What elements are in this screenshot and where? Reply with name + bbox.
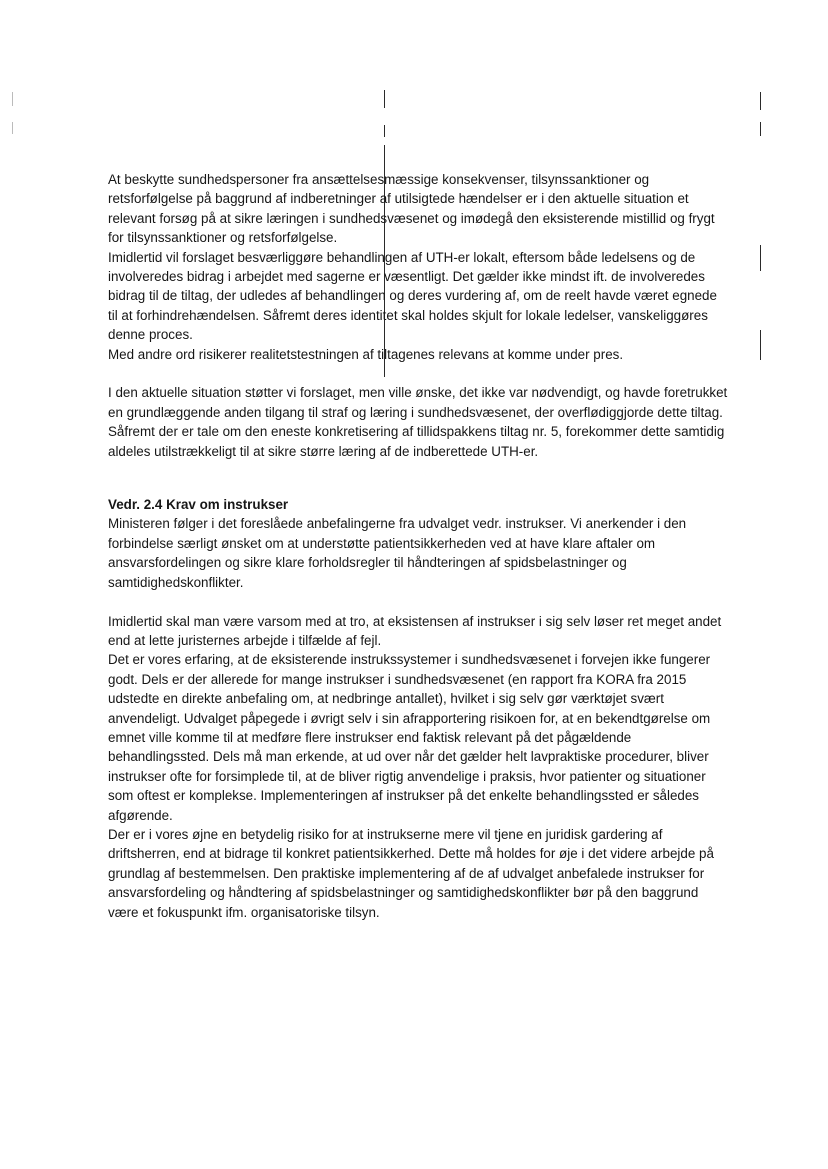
scan-line-right (760, 330, 761, 360)
paragraph: I den aktuelle situation støtter vi forslaget, men ville ønske, det ikke var nødvendigt, og havde foretrukket en grundlæggende anden tilgang til straf og læring i sundhedsvæsenet, der overflødiggjorde dette tiltag. Såfremt der er tale om den eneste konkretisering af tillidspakkens tiltag nr. 5, forekommer dette samtidig aldeles utilstrækkeligt til at sikre større læring af de indberettede UTH-er. (108, 385, 728, 459)
scan-line-right (760, 122, 761, 136)
scan-line-right (760, 245, 761, 271)
scan-line-center (384, 125, 385, 137)
paragraph: Der er i vores øjne en betydelig risiko for at instrukserne mere vil tjene en juridisk gardering af driftsherren, end at bidrage til konkret patientsikkerhed. Dette må holdes for øje i det videre arbejde på grundlag af bestemmelsen. Den praktiske implementering af de af udvalget anbefalede instrukser for ansvarsfordeling og håndtering af spidsbelastninger og samtidighedskonflikter bør på den baggrund være et fokuspunkt ifm. organisatoriske tilsyn. (108, 826, 714, 920)
paragraph: Med andre ord risikerer realitetstestningen af tiltagenes relevans at komme under pres. (108, 346, 624, 362)
paragraph: Imidlertid skal man være varsom med at tro, at eksistensen af instrukser i sig selv løser ret meget andet end at lette juristernes arbejde i tilfælde af fejl. (108, 613, 722, 648)
document-body (108, 170, 728, 922)
scan-line-center (384, 90, 385, 108)
paragraph: At beskytte sundhedspersoner fra ansættelsesmæssige konsekvenser, tilsynssanktioner og retsforfølgelse på baggrund af indberetninger af utilsigtede hændelser er i den aktuelle situation et relevant forsøg på at sikre læringen i sundhedsvæsenet og imødegå den eksisterende mistillid og frygt for tilsynssanktioner og retsforfølgelse. (108, 172, 715, 246)
scan-line-left (12, 122, 13, 134)
paragraph: Det er vores erfaring, at de eksisterende instrukssystemer i sundhedsvæsenet i forvejen ikke fungerer godt. Dels er der allerede for mange instrukser i sundhedsvæsenet (en rapport fra KORA fra 2015 udstedte en direkte anbefaling om, at nedbringe antallet), hvilket i sig selv gør værktøjet svært anvendeligt. Udvalget påpegede i øvrigt selv i sin afrapportering risikoen for, at en bekendtgørelse om emnet ville komme til at medføre flere instrukser end faktisk relevant på det pågældende behandlingssted. Dels må man erkende, at ud over når det gælder helt lavpraktiske procedurer, bliver instrukser ofte for forsimplede til, at de bliver rigtig anvendelige i praksis, hvor patienter og situationer som oftest er komplekse. Implementeringen af instrukser på det enkelte behandlingssted er således afgørende. (108, 652, 711, 823)
scan-line-left (12, 92, 13, 106)
paragraph: Ministeren følger i det foreslåede anbefalingerne fra udvalget vedr. instrukser. Vi anerkender i den forbindelse særligt ønsket om at understøtte patientsikkerheden ved at have klare aftaler om ansvarsfordelingen og sikre klare forholdsregler til håndteringen af spidsbelastninger og samtidighedskonflikter. (108, 516, 687, 590)
scan-line-right (760, 92, 761, 110)
section-heading: Vedr. 2.4 Krav om instrukser (108, 497, 289, 513)
paragraph: Imidlertid vil forslaget besværliggøre behandlingen af UTH-er lokalt, eftersom både ledelsens og de involveredes bidrag i arbejdet med sagerne er væsentligt. Det gælder ikke mindst ift. de involveredes bidrag til de tiltag, der udledes af behandlingen og deres vurdering af, om de reelt havde været egnede til at forhindrehændelsen. Såfremt deres identitet skal holdes skjult for lokale ledelser, vanskeliggøres denne proces. (108, 249, 717, 343)
